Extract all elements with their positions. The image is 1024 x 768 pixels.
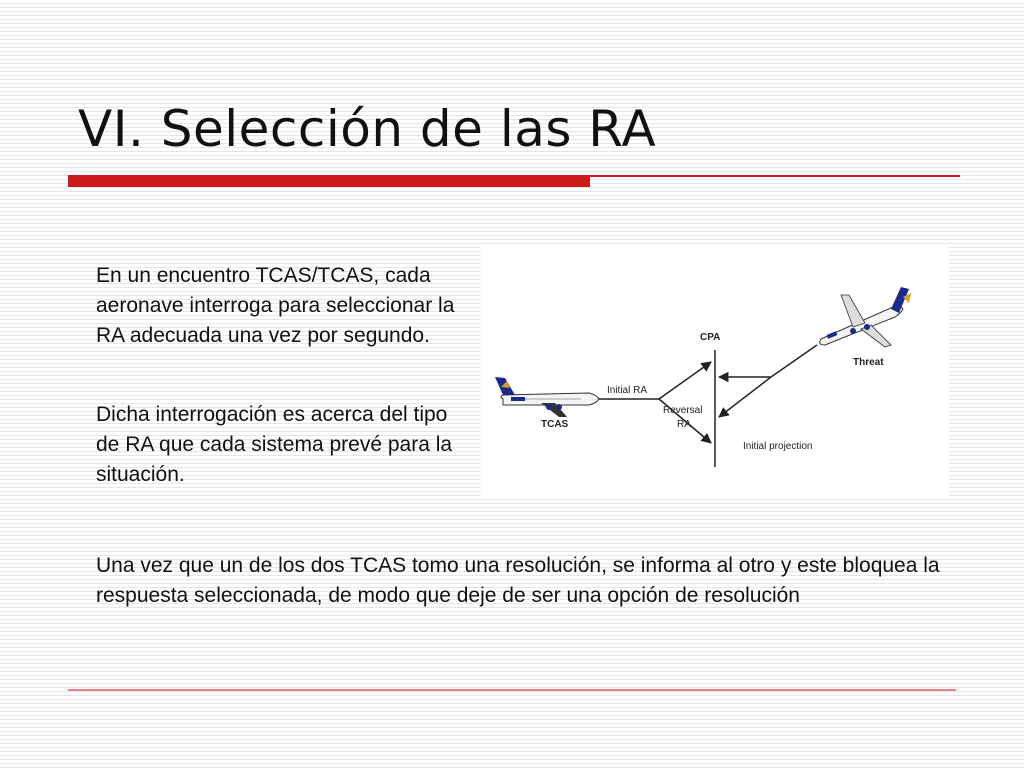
footer-divider bbox=[68, 689, 956, 691]
initial-ra-arrow bbox=[659, 362, 711, 399]
reversal-ra-label-2: RA bbox=[677, 419, 691, 430]
slide-title: VI. Selección de las RA bbox=[78, 100, 657, 158]
title-accent-bar bbox=[68, 175, 590, 187]
title-accent-line bbox=[590, 175, 960, 177]
tcas-aircraft-icon bbox=[495, 377, 599, 417]
reversal-ra-label-1: Reversal bbox=[663, 405, 703, 416]
threat-label: Threat bbox=[853, 357, 884, 368]
tcas-label: TCAS bbox=[541, 419, 569, 430]
threat-track bbox=[771, 345, 817, 377]
tcas-ra-diagram bbox=[481, 247, 949, 497]
threat-aircraft-icon bbox=[820, 287, 911, 347]
initial-projection-arrow bbox=[719, 377, 771, 417]
paragraph-resolution: Una vez que un de los dos TCAS tomo una resolución, se informa al otro y este bloquea la respuesta seleccionada, de modo que deje de ser una opción de resolución bbox=[96, 554, 940, 607]
paragraph-encounter: En un encuentro TCAS/TCAS, cada aeronave interroga para seleccionar la RA adecuada una vez por segundo. bbox=[96, 264, 455, 347]
paragraph-interrogation: Dicha interrogación es acerca del tipo de RA que cada sistema prevé para la situación. bbox=[96, 403, 453, 486]
initial-projection-label: Initial projection bbox=[743, 441, 813, 452]
initial-ra-label: Initial RA bbox=[607, 385, 648, 396]
cpa-label: CPA bbox=[700, 332, 721, 343]
